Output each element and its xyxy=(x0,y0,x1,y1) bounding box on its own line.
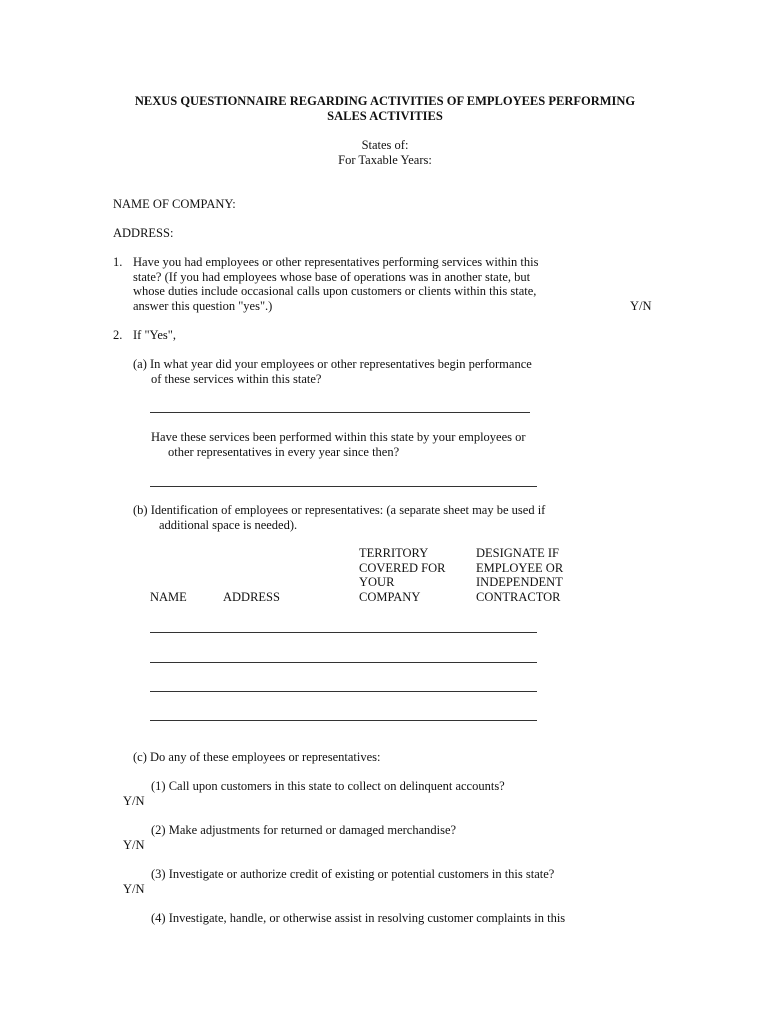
q2b-text-line2: additional space is needed). xyxy=(159,518,298,532)
col-territory-line4: COMPANY xyxy=(359,590,421,604)
q1-number: 1. xyxy=(113,255,123,269)
q2c-item-2-yn[interactable]: Y/N xyxy=(123,838,145,852)
q2c-item-3-yn[interactable]: Y/N xyxy=(123,882,145,896)
q1-yn-field[interactable]: Y/N xyxy=(630,299,652,313)
q2a-followup-answer-line[interactable] xyxy=(150,486,537,487)
q2a-followup-line2: other representatives in every year since then? xyxy=(168,445,400,459)
q2c-item-2-text: (2) Make adjustments for returned or damaged merchandise? xyxy=(151,823,457,837)
q1-text-line3: whose duties include occasional calls upon customers or clients within this state, xyxy=(133,284,537,298)
states-of-label: States of: xyxy=(361,138,409,152)
col-address-header: ADDRESS xyxy=(223,590,280,604)
col-territory-line2: COVERED FOR xyxy=(359,561,446,575)
company-name-label: NAME OF COMPANY: xyxy=(113,197,236,211)
q2c-intro: (c) Do any of these employees or representatives: xyxy=(133,750,381,764)
q2a-followup-line1: Have these services been performed within this state by your employees or xyxy=(151,430,526,444)
col-designate-line4: CONTRACTOR xyxy=(476,590,561,604)
col-designate-line2: EMPLOYEE OR xyxy=(476,561,564,575)
rep-entry-line-2[interactable] xyxy=(150,662,537,663)
taxable-years-label: For Taxable Years: xyxy=(338,153,432,167)
q2c-item-1-text: (1) Call upon customers in this state to collect on delinquent accounts? xyxy=(151,779,505,793)
q2-number: 2. xyxy=(113,328,123,342)
q2a-year-answer-line[interactable] xyxy=(150,412,530,413)
q1-text-line4: answer this question "yes".) xyxy=(133,299,273,313)
address-label: ADDRESS: xyxy=(113,226,174,240)
q1-text-line1: Have you had employees or other representatives performing services within this xyxy=(133,255,539,269)
q2c-item-1-yn[interactable]: Y/N xyxy=(123,794,145,808)
document-title-line2: SALES ACTIVITIES xyxy=(327,109,443,123)
col-designate-line3: INDEPENDENT xyxy=(476,575,563,589)
q2b-text-line1: (b) Identification of employees or representatives: (a separate sheet may be used if xyxy=(133,503,546,517)
rep-entry-line-4[interactable] xyxy=(150,720,537,721)
document-title-line1: NEXUS QUESTIONNAIRE REGARDING ACTIVITIES OF EMPLOYEES PERFORMING xyxy=(134,94,636,108)
rep-entry-line-3[interactable] xyxy=(150,691,537,692)
q2a-text-line1: (a) In what year did your employees or other representatives begin performance xyxy=(133,357,532,371)
col-designate-line1: DESIGNATE IF xyxy=(476,546,559,560)
q2c-item-3-text: (3) Investigate or authorize credit of existing or potential customers in this state? xyxy=(151,867,555,881)
q2-label: If "Yes", xyxy=(133,328,176,342)
rep-entry-line-1[interactable] xyxy=(150,632,537,633)
q2a-text-line2: of these services within this state? xyxy=(151,372,322,386)
col-territory-line1: TERRITORY xyxy=(359,546,429,560)
col-name-header: NAME xyxy=(150,590,187,604)
q2c-item-4-text: (4) Investigate, handle, or otherwise assist in resolving customer complaints in this xyxy=(151,911,566,925)
col-territory-line3: YOUR xyxy=(359,575,395,589)
q1-text-line2: state? (If you had employees whose base of operations was in another state, but xyxy=(133,270,531,284)
